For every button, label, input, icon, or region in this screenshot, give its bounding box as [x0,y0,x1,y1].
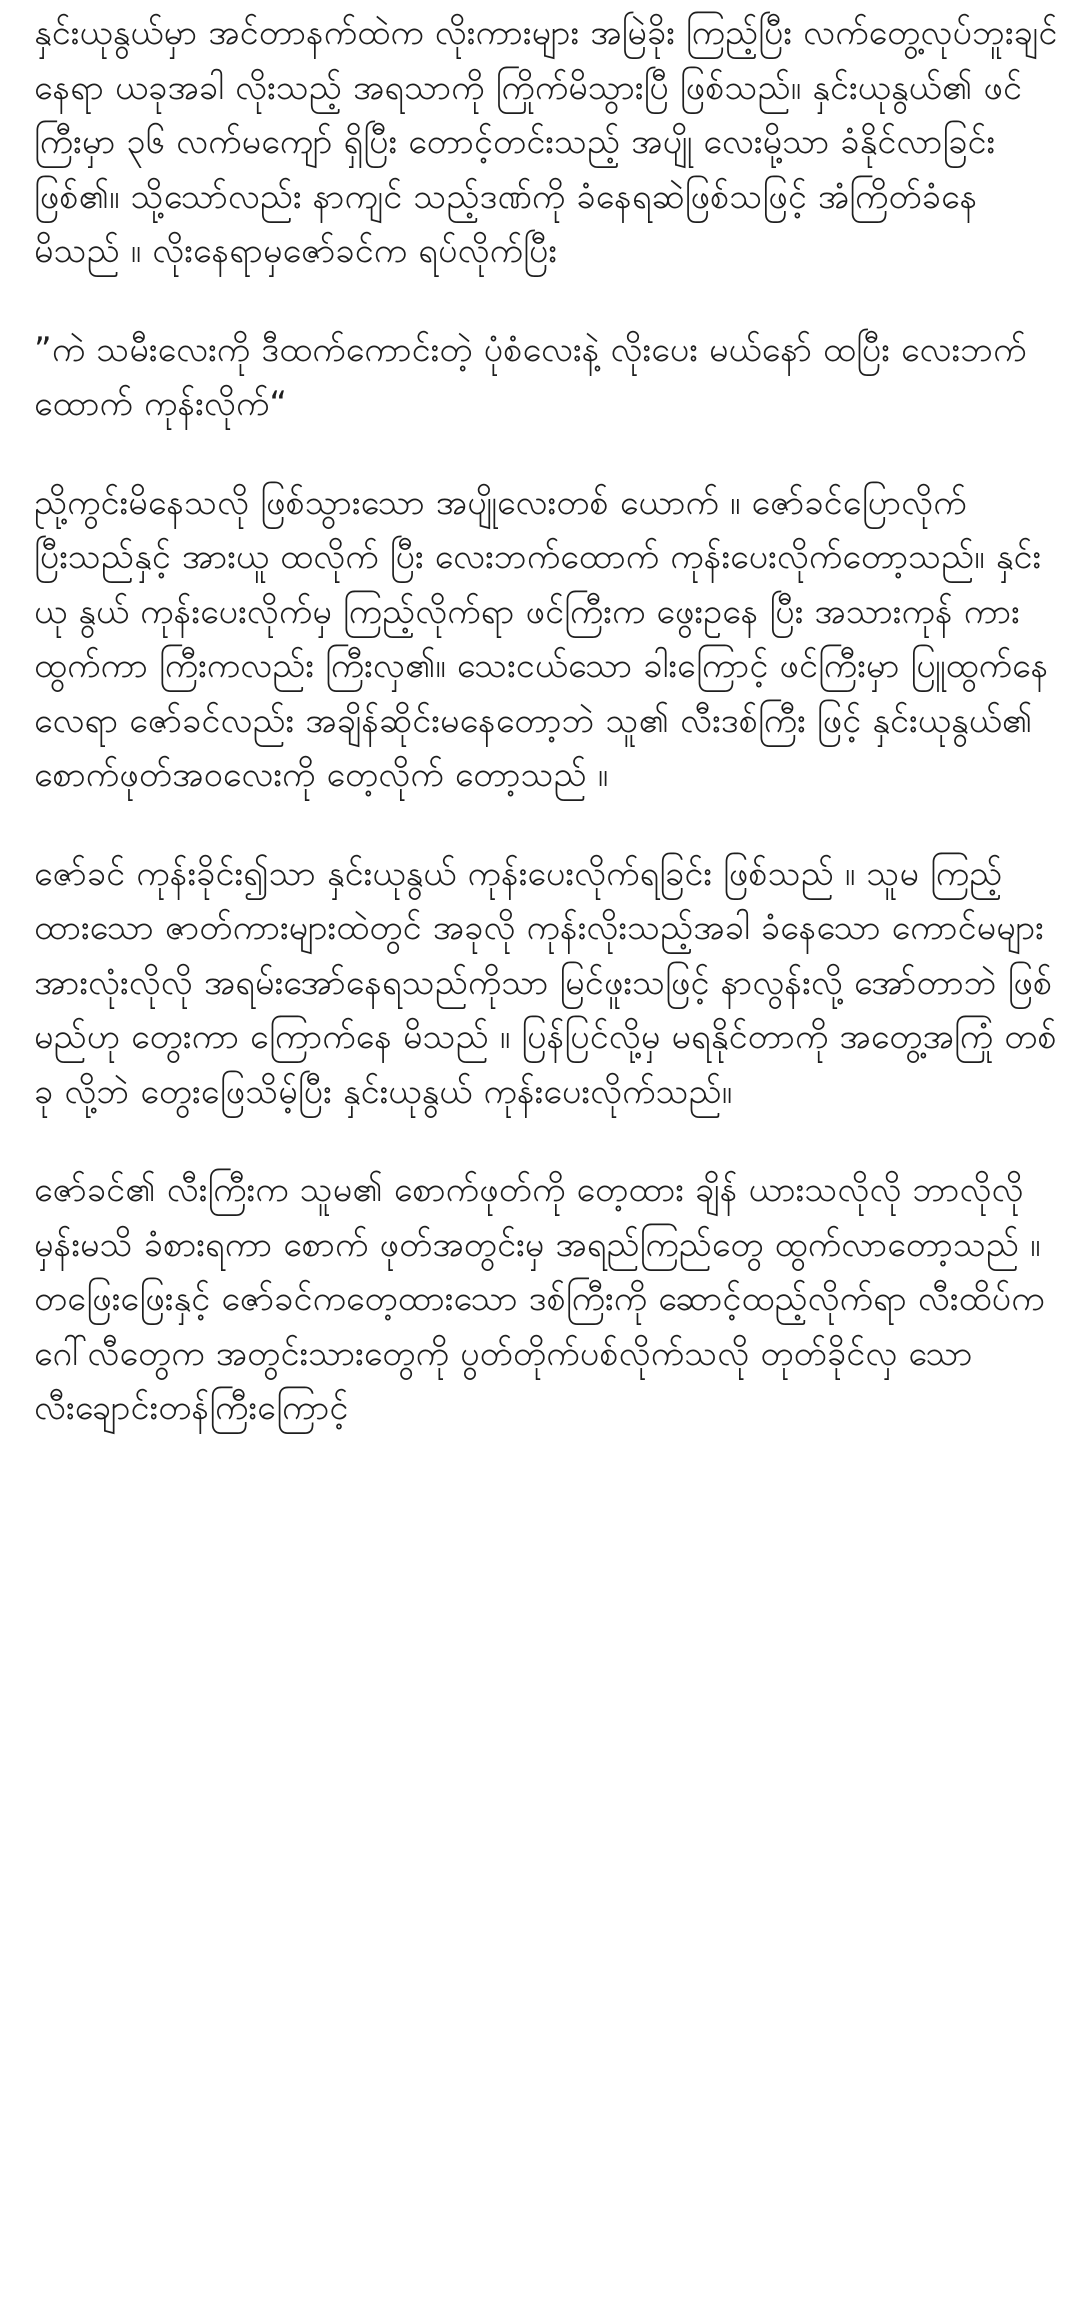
paragraph-2-dialogue: ”ကဲ သမီးလေးကို ဒီထက်ကောင်းတဲ့ ပုံစံလေးနဲ့ လိုးပေး မယ်နော် ထပြီး လေးဘက်ထောက် ကုန်းလိုက်“ [34,329,1027,424]
paragraph-1: နှင်းယုနွယ်မှာ အင်တာနက်ထဲက လိုးကားများ အမြဲခိုး ကြည့်ပြီး လက်တွေ့လုပ်ဘူးချင်နေရာ ယခုအခါ လိုးသည့် အရသာကို ကြိုက်မိသွားပြီ ဖြစ်သည်။ နှင်းယုနွယ်၏ ဖင် ကြီးမှာ ၃၆ လက်မကျော် ရှိပြီး တောင့်တင်းသည့် အပျို လေးမို့သာ ခံနိုင်လာခြင်းဖြစ်၏။ သို့သော်လည်း နာကျင် သည့်ဒဏ်ကို ခံနေရဆဲဖြစ်သဖြင့် အံကြိတ်ခံနေမိသည် ။ လိုးနေရာမှဇော်ခင်က ရပ်လိုက်ပြီး [34,13,1058,271]
paragraph-5: ဇော်ခင်၏ လီးကြီးက သူမ၏ စောက်ဖုတ်ကို တေ့ထား ချိန် ယားသလိုလို ဘာလိုလိုမှန်းမသိ ခံစားရကာ စောက် ဖုတ်အတွင်းမှ အရည်ကြည်တွေ ထွက်လာတော့သည် ။ တဖြေးဖြေးနှင့် ဇော်ခင်ကတေ့ထားသော ဒစ်ကြီးကို ဆောင့်ထည့်လိုက်ရာ လီးထိပ်က ဂေါ်လီတွေက အတွင်းသားတွေကို ပွတ်တိုက်ပစ်လိုက်သလို တုတ်ခိုင်လှ သော လီးချောင်းတန်ကြီးကြောင့် [34,1170,1045,1428]
paragraph-4: ဇော်ခင် ကုန်းခိုင်း၍သာ နှင်းယုနွယ် ကုန်းပေးလိုက်ရခြင်း ဖြစ်သည် ။ သူမ ကြည့်ထားသော ဇာတ်ကားများထဲတွင် အခုလို ကုန်းလိုးသည့်အခါ ခံနေသော ကောင်မများ အားလုံးလိုလို အရမ်းအော်နေရသည်ကိုသာ မြင်ဖူးသဖြင့် နာလွန်းလို့ အော်တာဘဲ ဖြစ်မည်ဟု တွေးကာ ကြောက်နေ မိသည် ။ ပြန်ပြင်လို့မှ မရနိုင်တာကို အတွေ့အကြုံ တစ်ခု လို့ဘဲ တွေးဖြေသိမ့်ပြီး နှင်းယုနွယ် ကုန်းပေးလိုက်သည်။ [34,853,1057,1112]
paragraph-3: ညို့ကွင်းမိနေသလို ဖြစ်သွားသော အပျိုလေးတစ် ယောက် ။ ဇော်ခင်ပြောလိုက်ပြီးသည်နှင့် အားယူ ထလိုက် ပြီး လေးဘက်ထောက် ကုန်းပေးလိုက်တော့သည်။ နှင်းယု နွယ် ကုန်းပေးလိုက်မှ ကြည့်လိုက်ရာ ဖင်ကြီးက ဖွေးဥနေ ပြီး အသားကုန် ကားထွက်ကာ ကြီးကလည်း ကြီးလှ၏။ သေးငယ်သော ခါးကြောင့် ဖင်ကြီးမှာ ပြူထွက်နေလေရာ ဇော်ခင်လည်း အချိန်ဆိုင်းမနေတော့ဘဲ သူ၏ လီးဒစ်ကြီး ဖြင့် နှင်းယုနွယ်၏ စောက်ဖုတ်အဝလေးကို တေ့လိုက် တော့သည် ။ [34,482,1049,795]
